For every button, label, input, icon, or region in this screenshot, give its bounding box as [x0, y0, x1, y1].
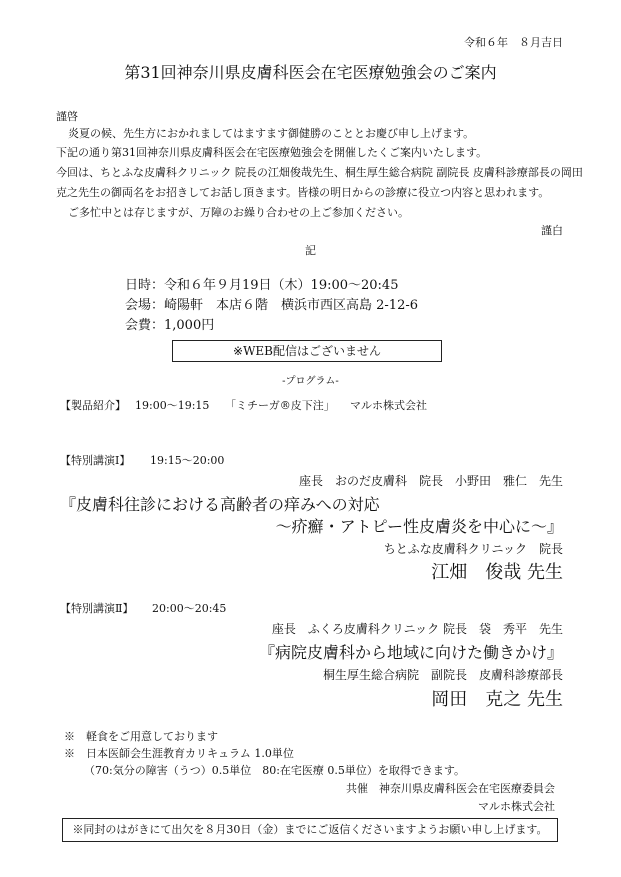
sponsor-cohost: 共催 神奈川県皮膚科医会在宅医療委員会 — [346, 782, 555, 795]
event-datetime: 日時：令和６年９月19日（木）19:00〜20:45 — [125, 278, 399, 293]
page-title: 第31回神奈川県皮膚科医会在宅医療勉強会のご案内 — [124, 63, 497, 82]
lecture2-title: 『病院皮膚科から地域に向けた働きかけ』 — [258, 643, 563, 662]
note-refreshments: ※ 軽食をご用意しております — [64, 730, 218, 743]
note-cme-credits: ※ 日本医師会生涯教育カリキュラム 1.0単位 — [64, 747, 294, 760]
lecture1-time: 19:15〜20:00 — [150, 454, 225, 467]
note-cme-detail: （70:気分の障害（うつ）0.5単位 80:在宅医療 0.5単位）を取得できます。 — [84, 764, 466, 777]
product-time: 19:00〜19:15 — [135, 399, 210, 412]
lecture1-speaker: 江畑 俊哉 先生 — [431, 562, 563, 583]
letter-line-3: 今回は、ちとふな皮膚科クリニック 院長の江畑俊哉先生、桐生厚生総合病院 副院長 皮膚科診療部長の岡田 — [56, 166, 583, 179]
product-item: 「ミチーガ®皮下注」 — [225, 399, 335, 412]
rsvp-notice-text: ※同封のはがきにて出欠を８月30日（金）までにご返信くださいますようお願い申し上げます。 — [72, 823, 548, 836]
lecture1-title-line1: 『皮膚科往診における高齢者の痒みへの対応 — [60, 495, 380, 514]
web-notice-text: ※WEB配信はございません — [233, 344, 381, 358]
letter-opening: 謹啓 — [56, 110, 78, 123]
lecture1-title-line2: 〜疥癬・アトピー性皮膚炎を中心に〜』 — [275, 517, 563, 536]
product-label: 【製品紹介】 — [60, 399, 126, 412]
event-venue: 会場：崎陽軒 本店６階 横浜市西区高島 2-12-6 — [125, 298, 419, 313]
event-fee: 会費：1,000円 — [125, 318, 215, 333]
program-heading: -プログラム- — [282, 376, 339, 387]
lecture1-label: 【特別講演Ⅰ】 — [60, 454, 131, 467]
lecture1-chair: 座長 おのだ皮膚科 院長 小野田 雅仁 先生 — [298, 474, 563, 488]
letter-line-2: 下記の通り第31回神奈川県皮膚科医会在宅医療勉強会を開催したくご案内いたします。 — [56, 146, 488, 159]
letter-line-4: 克之先生の御両名をお招きしてお話し頂きます。皆様の明日からの診療に役立つ内容と思われます。 — [56, 186, 550, 199]
letter-line-1: 炎夏の候、先生方におかれましてはますます御健勝のこととお慶び申し上げます。 — [68, 127, 475, 140]
lecture2-time: 20:00〜20:45 — [152, 602, 227, 615]
lecture1-affiliation: ちとふな皮膚科クリニック 院長 — [383, 542, 563, 556]
lecture2-label: 【特別講演Ⅱ】 — [60, 602, 134, 615]
letter-line-5: ご多忙中とは存じますが、万障のお繰り合わせの上ご参加ください。 — [68, 206, 409, 219]
letter-closing: 謹白 — [541, 224, 563, 237]
issue-date: 令和６年 ８月吉日 — [464, 36, 563, 49]
lecture2-speaker: 岡田 克之 先生 — [431, 689, 563, 710]
sponsor-company: マルホ株式会社 — [478, 800, 555, 813]
rsvp-notice-box — [62, 818, 558, 842]
product-company: マルホ株式会社 — [350, 399, 427, 412]
ki-marker: 記 — [305, 244, 316, 257]
lecture2-affiliation: 桐生厚生総合病院 副院長 皮膚科診療部長 — [322, 668, 563, 682]
web-notice-box — [172, 340, 442, 362]
lecture2-chair: 座長 ふくろ皮膚科クリニック 院長 袋 秀平 先生 — [271, 622, 563, 636]
